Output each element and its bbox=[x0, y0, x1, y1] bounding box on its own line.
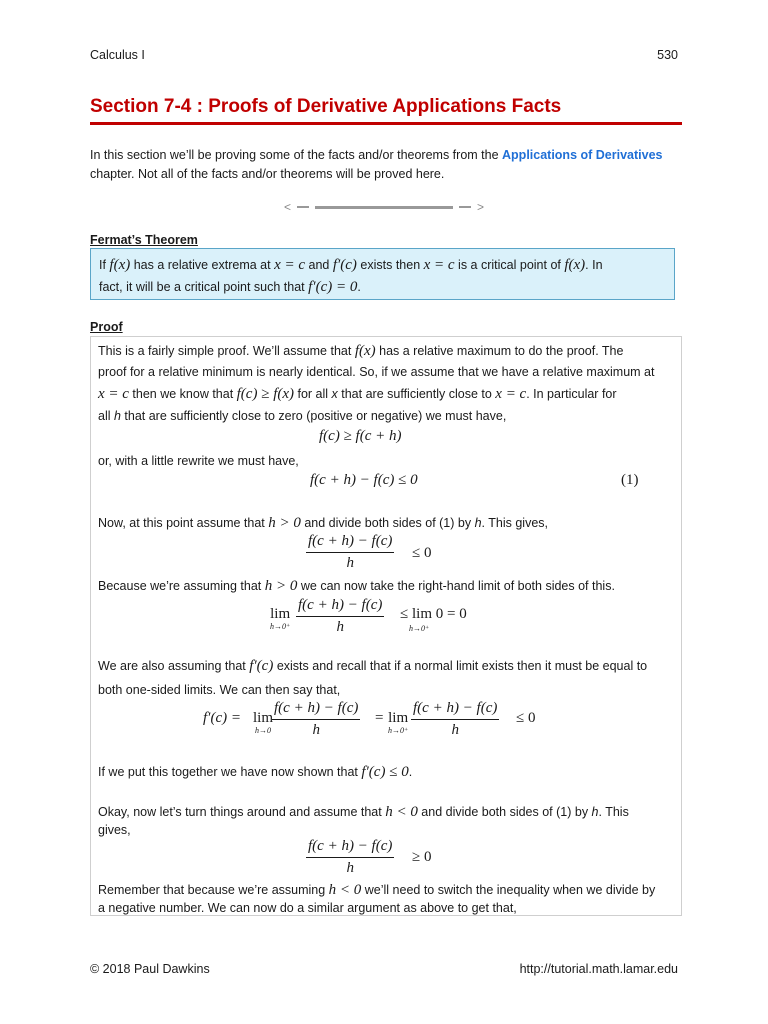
limit-operator: lim h→0⁺ bbox=[270, 606, 291, 631]
limit-rhs: ≤ lim 0 = 0 bbox=[400, 606, 467, 622]
proof-line: Now, at this point assume that h > 0 and divide both sides of (1) by h. This gives, bbox=[98, 515, 548, 531]
fraction-difference-quotient: $\frac{f(c + h) - f(c)}{h}$ bbox=[298, 597, 383, 635]
equation-1: f(c + h) − f(c) ≤ 0 bbox=[310, 472, 418, 488]
proof-line: x = c then we know that f(c) ≥ f(x) for all x that are sufficiently close to x = c. In particular for bbox=[98, 386, 617, 402]
proof-line: a negative number. We can now do a similar argument as above to get that, bbox=[98, 901, 517, 915]
inequality-le-zero: ≤ 0 bbox=[516, 710, 536, 726]
proof-heading: Proof bbox=[90, 320, 123, 334]
fermat-heading: Fermat’s Theorem bbox=[90, 233, 198, 247]
fraction-difference-quotient: $\frac{f(c + h) - f(c)}{h}$ bbox=[308, 838, 393, 876]
site-url[interactable]: http://tutorial.math.lamar.edu bbox=[519, 962, 678, 976]
title-rule bbox=[90, 122, 682, 125]
fraction-difference-quotient: $\frac{f(c + h) - f(c)}{h}$ bbox=[413, 700, 498, 738]
equation-number: (1) bbox=[621, 472, 639, 488]
page-header bbox=[90, 48, 678, 62]
course-name: Calculus I bbox=[90, 48, 145, 62]
theorem-box bbox=[90, 248, 675, 300]
nav-dash bbox=[459, 206, 471, 208]
prev-arrow[interactable]: < bbox=[284, 200, 292, 214]
proof-line: Remember that because we’re assuming h < 0 we’ll need to switch the inequality when we divide by bbox=[98, 882, 656, 898]
limit-subscript: h→0⁺ bbox=[409, 624, 430, 633]
theorem-line-1: If f(x) has a relative extrema at x = c and f′(c) exists then x = c is a critical point of f(x). In bbox=[99, 257, 603, 273]
copyright: © 2018 Paul Dawkins bbox=[90, 962, 210, 976]
next-arrow[interactable]: > bbox=[477, 200, 485, 214]
proof-line: Okay, now let’s turn things around and assume that h < 0 and divide both sides of (1) by h. This bbox=[98, 804, 629, 820]
proof-line: gives, bbox=[98, 823, 131, 837]
intro-paragraph: In this section we’ll be proving some of the facts and/or theorems from the Applications of Derivatives chapter. Not all of the facts and/or theorems will be proved here. bbox=[90, 148, 663, 181]
proof-line: all h that are sufficiently close to zero (positive or negative) we must have, bbox=[98, 409, 507, 423]
nav-dash bbox=[297, 206, 309, 208]
derivative-lhs: f′(c) = bbox=[203, 710, 241, 726]
proof-line: We are also assuming that f′(c) exists and recall that if a normal limit exists then it must be equal to bbox=[98, 658, 648, 674]
inequality-ge-zero: ≥ 0 bbox=[412, 849, 432, 865]
section-title: Section 7-4 : Proofs of Derivative Applications Facts bbox=[90, 96, 562, 117]
fraction-difference-quotient: $\frac{f(c + h) - f(c)}{h}$ bbox=[308, 533, 393, 571]
equals-sign: = bbox=[375, 710, 384, 726]
inequality-le-zero: ≤ 0 bbox=[412, 545, 432, 561]
proof-line: proof for a relative minimum is nearly identical. So, if we assume that we have a relative maximum at bbox=[98, 365, 655, 379]
proof-line: Because we’re assuming that h > 0 we can now take the right-hand limit of both sides of this. bbox=[98, 578, 615, 594]
limit-operator: lim h→0 bbox=[253, 710, 274, 735]
fraction-difference-quotient: $\frac{f(c + h) - f(c)}{h}$ bbox=[274, 700, 359, 738]
page-number: 530 bbox=[657, 48, 678, 62]
proof-line: both one-sided limits. We can then say that, bbox=[98, 683, 341, 697]
proof-line: If we put this together we have now shown that f′(c) ≤ 0. bbox=[98, 764, 413, 780]
page-footer bbox=[90, 962, 678, 976]
applications-link[interactable]: Applications of Derivatives bbox=[502, 148, 663, 162]
nav-divider bbox=[315, 206, 453, 209]
equation-inequality: f(c) ≥ f(c + h) bbox=[319, 428, 402, 444]
theorem-line-2: fact, it will be a critical point such that f′(c) = 0. bbox=[99, 279, 361, 295]
proof-line: This is a fairly simple proof. We’ll assume that f(x) has a relative maximum to do the proof. The bbox=[98, 343, 624, 359]
limit-operator: lim h→0⁺ bbox=[388, 710, 409, 735]
proof-line: or, with a little rewrite we must have, bbox=[98, 454, 299, 468]
page-navigation bbox=[284, 200, 484, 214]
